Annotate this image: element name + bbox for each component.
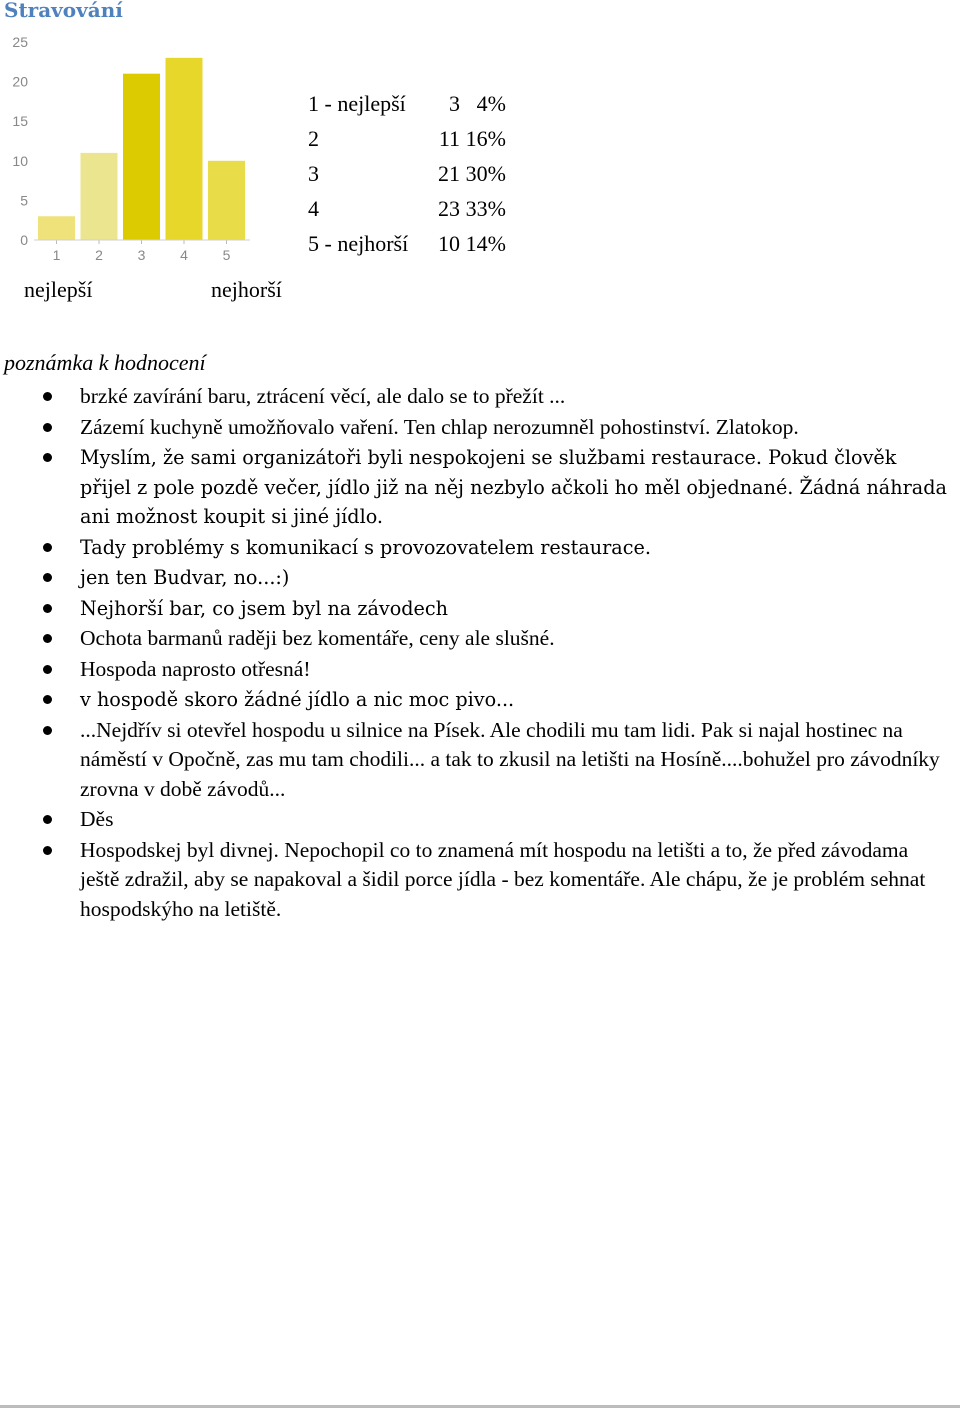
stats-count: 11	[438, 126, 460, 151]
comment-list	[0, 382, 950, 925]
bar-5	[208, 161, 245, 240]
rating-bar-chart	[0, 30, 270, 270]
stats-label: 4	[308, 196, 319, 221]
y-tick-label: 20	[12, 73, 28, 90]
x-tick-label: 5	[222, 247, 231, 263]
comment-item: Tady problémy s komunikací s provozovatelem restaurace.	[0, 533, 950, 563]
stats-row	[308, 121, 506, 156]
stats-label: 3	[308, 161, 319, 186]
comment-item: jen ten Budvar, no...:)	[0, 563, 950, 593]
x-tick-label: 4	[180, 247, 188, 263]
x-tick-label: 2	[95, 247, 103, 263]
stats-percent: 14%	[465, 231, 506, 256]
comment-item: Ochota barmanů raději bez komentáře, ceny ale slušné.	[0, 624, 950, 654]
stats-row	[308, 156, 506, 191]
bottom-divider	[0, 1405, 960, 1408]
stats-row	[308, 86, 506, 121]
y-tick-label: 15	[12, 113, 28, 130]
comment-item: Hospoda naprosto otřesná!	[0, 655, 950, 685]
y-tick-label: 25	[12, 34, 28, 50]
y-tick-label: 5	[20, 192, 28, 209]
bar-2	[81, 153, 118, 240]
bar-3	[123, 74, 160, 240]
rating-stats-table	[308, 86, 506, 261]
section-heading: Stravování	[4, 0, 123, 22]
stats-label: 2	[308, 126, 319, 151]
comment-item: Myslím, že sami organizátoři byli nespokojeni se službami restaurace. Pokud člověk přijel z pole pozdě večer, jídlo již na něj nezbylo ačkoli ho měl objednané. Žádná náhrada ani možnost koupit si jiné jídlo.	[0, 443, 950, 532]
stats-percent: 16%	[465, 126, 506, 151]
comment-item: ...Nejdřív si otevřel hospodu u silnice na Písek. Ale chodili mu tam lidi. Pak si najal hostinec na náměstí v Opočně, zas mu tam chodili... a tak to zkusil na letišti na Hosíně....bohužel pro závodníky zrovna v době závodů...	[0, 716, 950, 805]
stats-label: 1 - nejlepší	[308, 91, 406, 116]
note-title: poznámka k hodnocení	[4, 350, 206, 375]
y-tick-label: 0	[20, 232, 28, 248]
stats-percent: 33%	[465, 196, 506, 221]
stats-label: 5 - nejhorší	[308, 231, 409, 256]
scale-best-label: nejlepší	[24, 277, 93, 302]
stats-row	[308, 191, 506, 226]
x-tick-label: 1	[52, 247, 61, 263]
comment-item: Děs	[0, 805, 950, 835]
y-tick-label: 10	[12, 152, 28, 169]
stats-percent: 30%	[465, 161, 506, 186]
stats-count: 3	[449, 91, 460, 116]
comment-item: Zázemí kuchyně umožňovalo vaření. Ten chlap nerozumněl pohostinství. Zlatokop.	[0, 413, 950, 443]
comment-item: Hospodskej byl divnej. Nepochopil co to znamená mít hospodu na letišti a to, že před závodama ještě zdražil, aby se napakoval a šidil porce jídla - bez komentáře. Ale chápu, že je problém sehnat hospodskýho na letiště.	[0, 836, 950, 925]
comment-item: brzké zavírání baru, ztrácení věcí, ale dalo se to přežít ...	[0, 382, 950, 412]
bar-1	[38, 216, 75, 240]
comment-item: Nejhorší bar, co jsem byl na závodech	[0, 594, 950, 624]
bar-4	[166, 58, 203, 240]
stats-count: 23	[438, 196, 460, 221]
stats-percent: 4%	[476, 91, 506, 116]
x-tick-label: 3	[137, 247, 146, 263]
stats-count: 10	[438, 231, 460, 256]
stats-count: 21	[438, 161, 460, 186]
stats-row	[308, 226, 506, 261]
comment-item: v hospodě skoro žádné jídlo a nic moc pivo...	[0, 685, 950, 715]
scale-worst-label: nejhorší	[211, 277, 282, 302]
